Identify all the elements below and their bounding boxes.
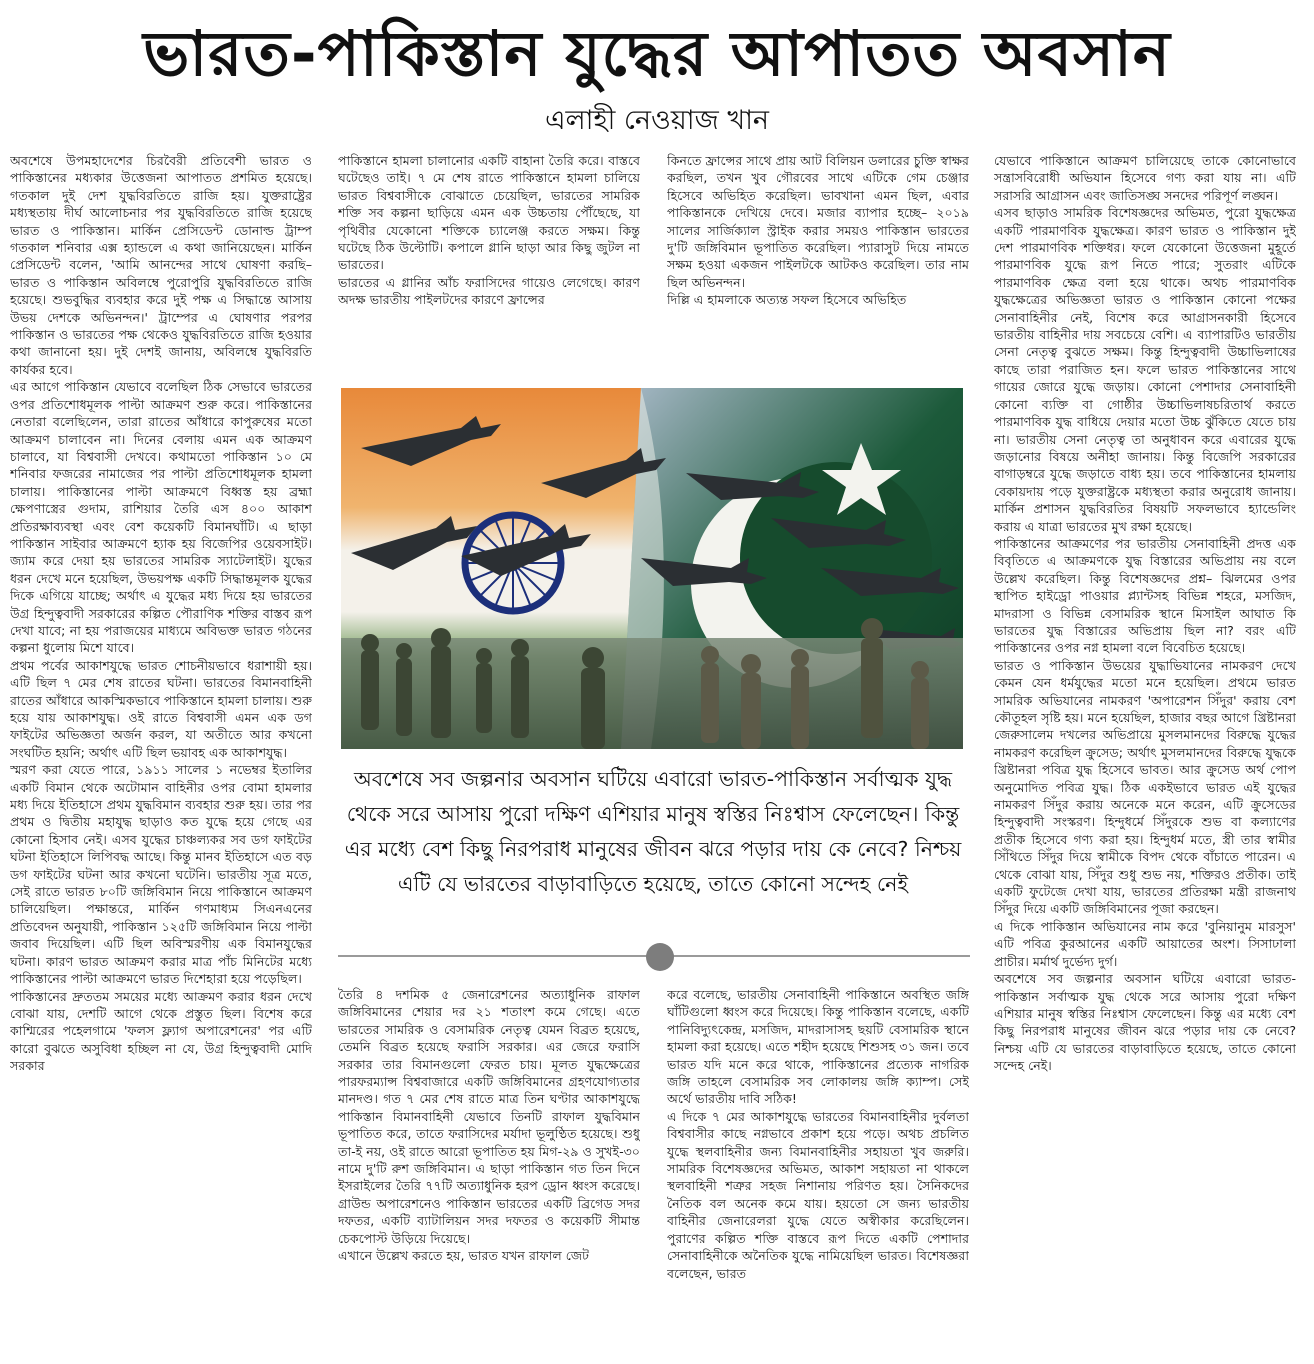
paragraph: পাকিস্তানের আক্রমণের পর ভারতীয় সেনাবাহিনী প্রদত্ত এক বিবৃতিতে এ আক্রমণকে যুদ্ধ বিস্তারের অভিপ্রায় নয় বলে উল্লেখ করেছিল। কিন্তু বিশেষজ্ঞদের প্রশ্ন– ঝিলমের ওপর স্থাপিত হাইড্রো পাওয়ার প্ল্যান্টসহ বিভিন্ন শহরে, মসজিদ, মাদরাসা ও বিভিন্ন বেসামরিক স্থানে মিসাইল আঘাত কি ভারতের যুদ্ধ বিস্তারের অভিপ্রায় ছিল না? বরং এটি পাকিস্তানের ওপর নগ্ন হামলা বলে বিবেচিত হয়েছে। (994, 535, 1296, 656)
paragraph: এ দিকে ৭ মের আকাশযুদ্ধে ভারতের বিমানবাহিনীর দুর্বলতা বিশ্ববাসীর কাছে নগ্নভাবে প্রকাশ হয়ে পড়ে। অথচ প্রচলিত যুদ্ধে স্থলবাহিনীর জন্য বিমানবাহিনীর সহায়তা খুব জরুরি। সামরিক বিশেষজ্ঞদের অভিমত, আকাশ সহায়তা না থাকলে স্থলবাহিনী শত্রুর সহজ নিশানায় পরিণত হয়। সৈনিকদের নৈতিক বল অনেক কমে যায়। হয়তো সে জন্য ভারতীয় বাহিনীর জেনারেলরা যুদ্ধে যেতে অস্বীকার করেছিলেন। পুরাণের কল্পিত শক্তি বাস্তবে রূপ দিতে একটি পেশাদার সেনাবাহিনীকে অনৈতিক যুদ্ধে নামিয়েছিল ভারত। বিশেষজ্ঞরা বলেছেন, ভারত (667, 1108, 969, 1281)
paragraph: প্রথম পর্বের আকাশযুদ্ধে ভারত শোচনীয়ভাবে ধরাশায়ী হয়। এটি ছিল ৭ মের শেষ রাতের ঘটনা। ভারতের বিমানবাহিনী রাতের আঁধারে আকস্মিকভাবে পাকিস্তানে হামলা চালায়। শুরু হয়ে যায় আকাশযুদ্ধ। ওই রাতে বিশ্ববাসী এমন এক ডগ ফাইটের অভিজ্ঞতা অর্জন করল, যা অতীতে আর কখনো সংঘটিত হয়নি; অর্থাৎ এটি ছিল ভয়াবহ এক আকাশযুদ্ধ। (10, 657, 312, 760)
article-column-3-bottom (667, 986, 969, 1352)
paragraph: এর আগে পাকিস্তান যেভাবে বলেছিল ঠিক সেভাবে ভারতের ওপর প্রতিশোধমূলক পাল্টা আক্রমণ শুরু করে। পাকিস্তানের নেতারা বলেছিলেন, তারা রাতের আঁধারে কাপুরুষের মতো আক্রমণ চালাবেন না। দিনের বেলায় এমন এক আক্রমণ চালাবে, যা বিশ্ববাসী দেখবে। কথামতো পাকিস্তান ১০ মে শনিবার ফজরের নামাজের পর পাল্টা প্রতিশোধমূলক হামলা চালায়। পাকিস্তানের পাল্টা আক্রমণে বিধ্বস্ত হয় ব্রহ্মা ক্ষেপণাস্ত্রের গুদাম, রাশিয়ার তৈরি এস ৪০০ আকাশ প্রতিরক্ষাব্যবস্থা এবং বেশ কয়েকটি বিমানঘাঁটি। এ ছাড়া পাকিস্তান সাইবার আক্রমণে হ্যাক হয় বিজেপির ওয়েবসাইট। জ্যাম করে দেয়া হয় ভারতের সামরিক স্যাটেলাইট। যুদ্ধের ধরন দেখে মনে হয়েছিল, উভয়পক্ষ একটি সিদ্ধান্তমূলক যুদ্ধের দিকে এগিয়ে যাচ্ছে; অর্থাৎ এ যুদ্ধের মধ্য দিয়ে হয় ভারতের উগ্র হিন্দুত্ববাদী সরকারের কল্পিত পৌরাণিক শক্তির বাস্তব রূপ দেখা যাবে; না হয় পরাজয়ের মাধ্যমে অবিভক্ত ভারত গঠনের কল্পনা ধুলোয় মিশে যাবে। (10, 379, 312, 656)
paragraph: অবশেষে উপমহাদেশের চিরবৈরী প্রতিবেশী ভারত ও পাকিস্তানের মধ্যকার উত্তেজনা আপাতত প্রশমিত হয়েছে। গতকাল দুই দেশ যুদ্ধবিরতিতে রাজি হয়। যুক্তরাষ্ট্রের মধ্যস্থতায় দীর্ঘ আলোচনার পর যুদ্ধবিরতিতে রাজি হয়েছে ভারত ও পাকিস্তান। মার্কিন প্রেসিডেন্ট ডোনাল্ড ট্রাম্প গতকাল শনিবার এক্স হ্যান্ডলে এ কথা জানিয়েছেন। মার্কিন প্রেসিডেন্ট বলেন, 'আমি আনন্দের সাথে ঘোষণা করছি– ভারত ও পাকিস্তান অবিলম্বে পুরোপুরি যুদ্ধবিরতিতে রাজি হয়েছে। শুভবুদ্ধির ব্যবহার করে দুই পক্ষ এ সিদ্ধান্তে আসায় উভয় দেশকে অভিনন্দন।' ট্রাম্পের এ ঘোষণার পরপর পাকিস্তান ও ভারতের পক্ষ থেকেও যুদ্ধবিরতিতে রাজি হওয়ার কথা জানানো হয়। দুই দেশই জানায়, অবিলম্বে যুদ্ধবিরতি কার্যকর হবে। (10, 153, 312, 377)
article-column-2-top (338, 152, 640, 344)
article-column-1 (10, 152, 312, 1352)
paragraph: ভারত ও পাকিস্তান উভয়ের যুদ্ধাভিযানের নামকরণ দেখে কেমন যেন ধর্মযুদ্ধের মতো মনে হয়েছিল। প্রথমে ভারত সামরিক অভিযানের নামকরণ 'অপারেশন সিঁদুর' করায় বেশ কৌতূহল সৃষ্টি হয়। মনে হয়েছিল, হাজার বছর আগে খ্রিষ্টানরা জেরুসালেম দখলের অভিপ্রায়ে মুসলমানদের বিরুদ্ধে যুদ্ধের নামকরণ করেছিল ক্রুসেড; অর্থাৎ মুসলমানদের বিরুদ্ধে যুদ্ধকে খ্রিষ্টানরা পবিত্র যুদ্ধ হিসেবে ভাবত। আর ক্রুসেড অর্থ পোপ অনুমোদিত পবিত্র যুদ্ধ। ঠিক একইভাবে ভারত এই যুদ্ধের নামকরণ সিঁদুর করায় অনেকে মনে করেন, এটি ক্রুসেডের হিন্দুত্ববাদী সংস্করণ। হিন্দুধর্মে সিঁদুরকে শুভ বা কল্যাণের প্রতীক হিসেবে গণ্য করা হয়। হিন্দুধর্ম মতে, স্ত্রী তার স্বামীর সিঁথিতে সিঁদুর দিয়ে স্বামীকে বিপদ থেকে বাঁচাতে পারেন। এ থেকে বোঝা যায়, সিঁদুর শুধু শুভ নয়, শক্তিরও প্রতীক। তাই একটি ফুটেজে দেখা যায়, ভারতের প্রতিরক্ষা মন্ত্রী রাজনাথ সিঁদুর দিয়ে একটি জঙ্গিবিমানের পূজা করছেন। (994, 657, 1296, 917)
paragraph: দিল্লি এ হামলাকে অত্যন্ত সফল হিসেবে অভিহিত (667, 292, 907, 308)
headline: ভারত-পাকিস্তান যুদ্ধের আপাতত অবসান (143, 17, 1171, 90)
paragraph: এসব ছাড়াও সামরিক বিশেষজ্ঞদের অভিমত, পুরো যুদ্ধক্ষেত্র একটি পারমাণবিক যুদ্ধক্ষেত্র। কারণ ভারত ও পাকিস্তান দুই দেশ পারমাণবিক শক্তিধর। ফলে যেকোনো উত্তেজনা মুহূর্তে পারমাণবিক যুদ্ধে রূপ নিতে পারে; সুতরাং এটিকে পারমাণবিক ক্ষেত্র বলা হয়ে থাকে। অথচ পারমাণবিক যুদ্ধক্ষেত্রের অভিজ্ঞতা ভারত ও পাকিস্তান কোনো পক্ষের সেনাবাহিনীর নেই, বিশেষ করে আগ্রাসনকারী হিসেবে ভারতীয় বাহিনীর দায় সবচেয়ে বেশি। এ ব্যাপারটিও ভারতীয় সেনা নেতৃত্ব বুঝতে সক্ষম। কিন্তু হিন্দুত্ববাদী উচ্চাভিলাষের কাছে তারা পরাজিত হন। ফলে ভারত পাকিস্তানের সাথে গায়ের জোরে যুদ্ধে জড়ায়। কোনো পেশাদার সেনাবাহিনী কোনো ব্যক্তি বা গোষ্ঠীর উচ্চাভিলাষচরিতার্থ করতে পারমাণবিক যুদ্ধ বাধিয়ে দেয়ার মতো উচ্চ ঝুঁকিতে যেতে চায় না। ভারতীয় সেনা নেতৃত্ব তা অনুধাবন করে এবারের যুদ্ধে জড়ানোর বিষয়ে অনীহা জানায়। কিন্তু বিজেপি সরকারের বাগাড়ম্বরে যুদ্ধে জড়াতে বাধ্য হয়। তবে পাকিস্তানের হামলায় বেকায়দায় পড়ে যুক্তরাষ্ট্রকে মধ্যস্থতা করার অনুরোধ জানায়। মার্কিন প্রশাসন যুদ্ধবিরতির বিষয়টি সফলভাবে হ্যান্ডেলিং করায় এ যাত্রা ভারতের মুখ রক্ষা হয়েছে। (994, 205, 1296, 534)
byline: এলাহী নেওয়াজ খান (544, 105, 770, 136)
article-column-3-top (667, 152, 969, 344)
paragraph: তৈরি ৪ দশমিক ৫ জেনারেশনের অত্যাধুনিক রাফাল জঙ্গিবিমানের শেয়ার দর ২১ শতাংশ কমে গেছে। এতে ভারতের সামরিক ও বেসামরিক নেতৃত্ব যেমন বিব্রত হয়েছে, তেমনি বিব্রত হয়েছে ফরাসি সরকার। এর জেরে ফরাসি সরকার তার বিমানগুলো ফেরত চায়। মূলত যুদ্ধক্ষেত্রের পারফরম্যান্স বিশ্ববাজারে একটি জঙ্গিবিমানের গ্রহণযোগ্যতার মানদণ্ড। গত ৭ মের শেষ রাতে মাত্র তিন ঘণ্টার আকাশযুদ্ধে পাকিস্তান বিমানবাহিনী যেভাবে তিনটি রাফাল যুদ্ধবিমান ভূপাতিত করে, তাতে ফরাসিদের মর্যাদা ভূলুণ্ঠিত হয়েছে। শুধু তা-ই নয়, ওই রাতে আরো ভূপাতিত হয় মিগ-২৯ ও সুখই-৩০ নামে দু'টি রুশ জঙ্গিবিমান। এ ছাড়া পাকিস্তান গত তিন দিনে ইসরাইলের তৈরি ৭৭টি অত্যাধুনিক হরপ ড্রোন ধ্বংস করেছে। গ্রাউন্ড অপারেশনেও পাকিস্তান ভারতের একটি ব্রিগেড সদর দফতর, একটি ব্যাটালিয়ন সদর দফতর ও কয়েকটি সীমান্ত চেকপোস্ট উড়িয়ে দিয়েছে। (338, 987, 640, 1246)
paragraph: পাকিস্তানে হামলা চালানোর একটি বাহানা তৈরি করে। বাস্তবে ঘটেছেও তাই। ৭ মে শেষ রাতে পাকিস্তানে হামলা চালিয়ে ভারত বিশ্ববাসীকে বোঝাতে চেয়েছিল, ভারতের সামরিক শক্তি সব কল্পনা ছাড়িয়ে এমন এক উচ্চতায় পৌঁছেছে, যা পৃথিবীর যেকোনো শক্তিকে চ্যালেঞ্জ করতে সক্ষম। কিন্তু ঘটেছে ঠিক উল্টোটি। কপালে গ্লানি ছাড়া আর কিছু জুটল না ভারতের। (338, 153, 640, 273)
paragraph: পাকিস্তানের দ্রুততম সময়ের মধ্যে আক্রমণ করার ধরন দেখে বোঝা যায়, দেশটি আগে থেকে প্রস্তুত ছিল। বিশেষ করে কাশ্মিরের পহেলগামে 'ফলস ফ্ল্যাগ অপারেশনের' পর এটি কারো বুঝতে অসুবিধা হচ্ছিল না যে, উগ্র হিন্দুত্ববাদী মোদি সরকার (10, 988, 312, 1074)
article-column-4 (994, 152, 1296, 1352)
paragraph: স্মরণ করা যেতে পারে, ১৯১১ সালের ১ নভেম্বর ইতালির একটি বিমান থেকে অটোমান বাহিনীর ওপর বোমা হামলার মধ্য দিয়ে ইতিহাসে প্রথম যুদ্ধবিমান ব্যবহার শুরু হয়। তার পর প্রথম ও দ্বিতীয় মহাযুদ্ধ ছাড়াও কত যুদ্ধে হয়ে গেছে এর কোনো হিসাব নেই। এসব যুদ্ধের চাঞ্চল্যকর সব ডগ ফাইটের ঘটনা ইতিহাসে লিপিবদ্ধ আছে। কিন্তু মানব ইতিহাসে এত বড় ডগ ফাইটের ঘটনা আর কখনো ঘটেনি। ভারতীয় সূত্র মতে, সেই রাতে ভারত ৮০টি জঙ্গিবিমান নিয়ে পাকিস্তানে আক্রমণ চালিয়েছিল। পক্ষান্তরে, মার্কিন গণমাধ্যম সিএনএনের প্রতিবেদন অনুযায়ী, পাকিস্তান ১২৫টি জঙ্গিবিমান নিয়ে পাল্টা জবাব দিয়েছিল। এটি ছিল অবিস্মরণীয় এক বিমানযুদ্ধের ঘটনা। কারণ ভারত আক্রমণ করার মাত্র পাঁচ মিনিটের মধ্যে পাকিস্তানের পাল্টা আক্রমণে ভারত দিশেহারা হয়ে পড়েছিল। (10, 762, 312, 987)
paragraph: এখানে উল্লেখ করতে হয়, ভারত যখন রাফাল জেট (338, 1248, 589, 1264)
article-column-2-bottom (338, 986, 640, 1352)
article-photo (341, 388, 963, 749)
divider-dot (646, 943, 674, 971)
paragraph: এ দিকে পাকিস্তান অভিযানের নাম করে 'বুনিয়ানুম মারসুস' এটি পবিত্র কুরআনের একটি আয়াতের অংশ। সিসাঢালা প্রাচীর। মর্মার্থ দুর্ভেদ্য দুর্গ। (994, 918, 1296, 969)
paragraph: কিনতে ফ্রান্সের সাথে প্রায় আট বিলিয়ন ডলারের চুক্তি স্বাক্ষর করছিল, তখন খুব গৌরবের সাথে এটিকে গেম চেঞ্জার হিসেবে অভিহিত করেছিল। ভাবখানা এমন ছিল, এবার পাকিস্তানকে দেখিয়ে দেবে। মজার ব্যাপার হচ্ছে– ২০১৯ সালের সার্জিক্যাল স্ট্রাইক করার সময়ও পাকিস্তান ভারতের দু'টি জঙ্গিবিমান ভূপাতিত করেছিল। প্যারাসুট দিয়ে নামতে সক্ষম হওয়া একজন পাইলটকে আটকও করেছিল। তার নাম ছিল অভিনন্দন। (667, 153, 969, 290)
paragraph: ভারতের এ গ্লানির আঁচ ফরাসিদের গায়েও লেগেছে। কারণ অদক্ষ ভারতীয় পাইলটদের কারণে ফ্রান্সের (338, 274, 640, 308)
paragraph: যেভাবে পাকিস্তানে আক্রমণ চালিয়েছে তাকে কোনোভাবে সন্ত্রাসবিরোধী অভিযান হিসেবে গণ্য করা যায় না। এটি সরাসরি আগ্রাসন এবং জাতিসঙ্ঘ সনদের পরিপূর্ণ লঙ্ঘন। (994, 153, 1296, 203)
pull-quote: অবশেষে সব জল্পনার অবসান ঘটিয়ে এবারো ভারত-পাকিস্তান সর্বাত্মক যুদ্ধ থেকে সরে আসায় পুরো দক্ষিণ এশিয়ার মানুষ স্বস্তির নিঃশ্বাস ফেলেছেন। কিন্তু এর মধ্যে বেশ কিছু নিরপরাধ মানুষের জীবন ঝরে পড়ার দায় কে নেবে? নিশ্চয় এটি যে ভারতের বাড়াবাড়িতে হয়েছে, তাতে কোনো সন্দেহ নেই (344, 767, 962, 896)
paragraph: করে বলেছে, ভারতীয় সেনাবাহিনী পাকিস্তানে অবস্থিত জঙ্গি ঘাঁটিগুলো ধ্বংস করে দিয়েছে। কিন্তু পাকিস্তান বলেছে, একটি পানিবিদ্যুৎকেন্দ্র, মসজিদ, মাদরাসাসহ ছয়টি বেসামরিক স্থানে হামলা করা হয়েছে। এতে শহীদ হয়েছে শিশুসহ ৩১ জন। তবে ভারত যদি মনে করে থাকে, পাকিস্তানের প্রত্যেক নাগরিক জঙ্গি তাহলে বেসামরিক সব লোকালয় জঙ্গি ক্যাম্প। সেই অর্থে ভারতীয় দাবি সঠিক! (667, 987, 969, 1107)
paragraph: অবশেষে সব জল্পনার অবসান ঘটিয়ে এবারো ভারত-পাকিস্তান সর্বাত্মক যুদ্ধ থেকে সরে আসায় পুরো দক্ষিণ এশিয়ার মানুষ স্বস্তির নিঃশ্বাস ফেলেছেন। কিন্তু এর মধ্যে বেশ কিছু নিরপরাধ মানুষের জীবন ঝরে পড়ার দায় কে নেবে? নিশ্চয় এটি যে ভারতের বাড়াবাড়িতে হয়েছে, তাতে কোনো সন্দেহ নেই। (994, 971, 1296, 1074)
